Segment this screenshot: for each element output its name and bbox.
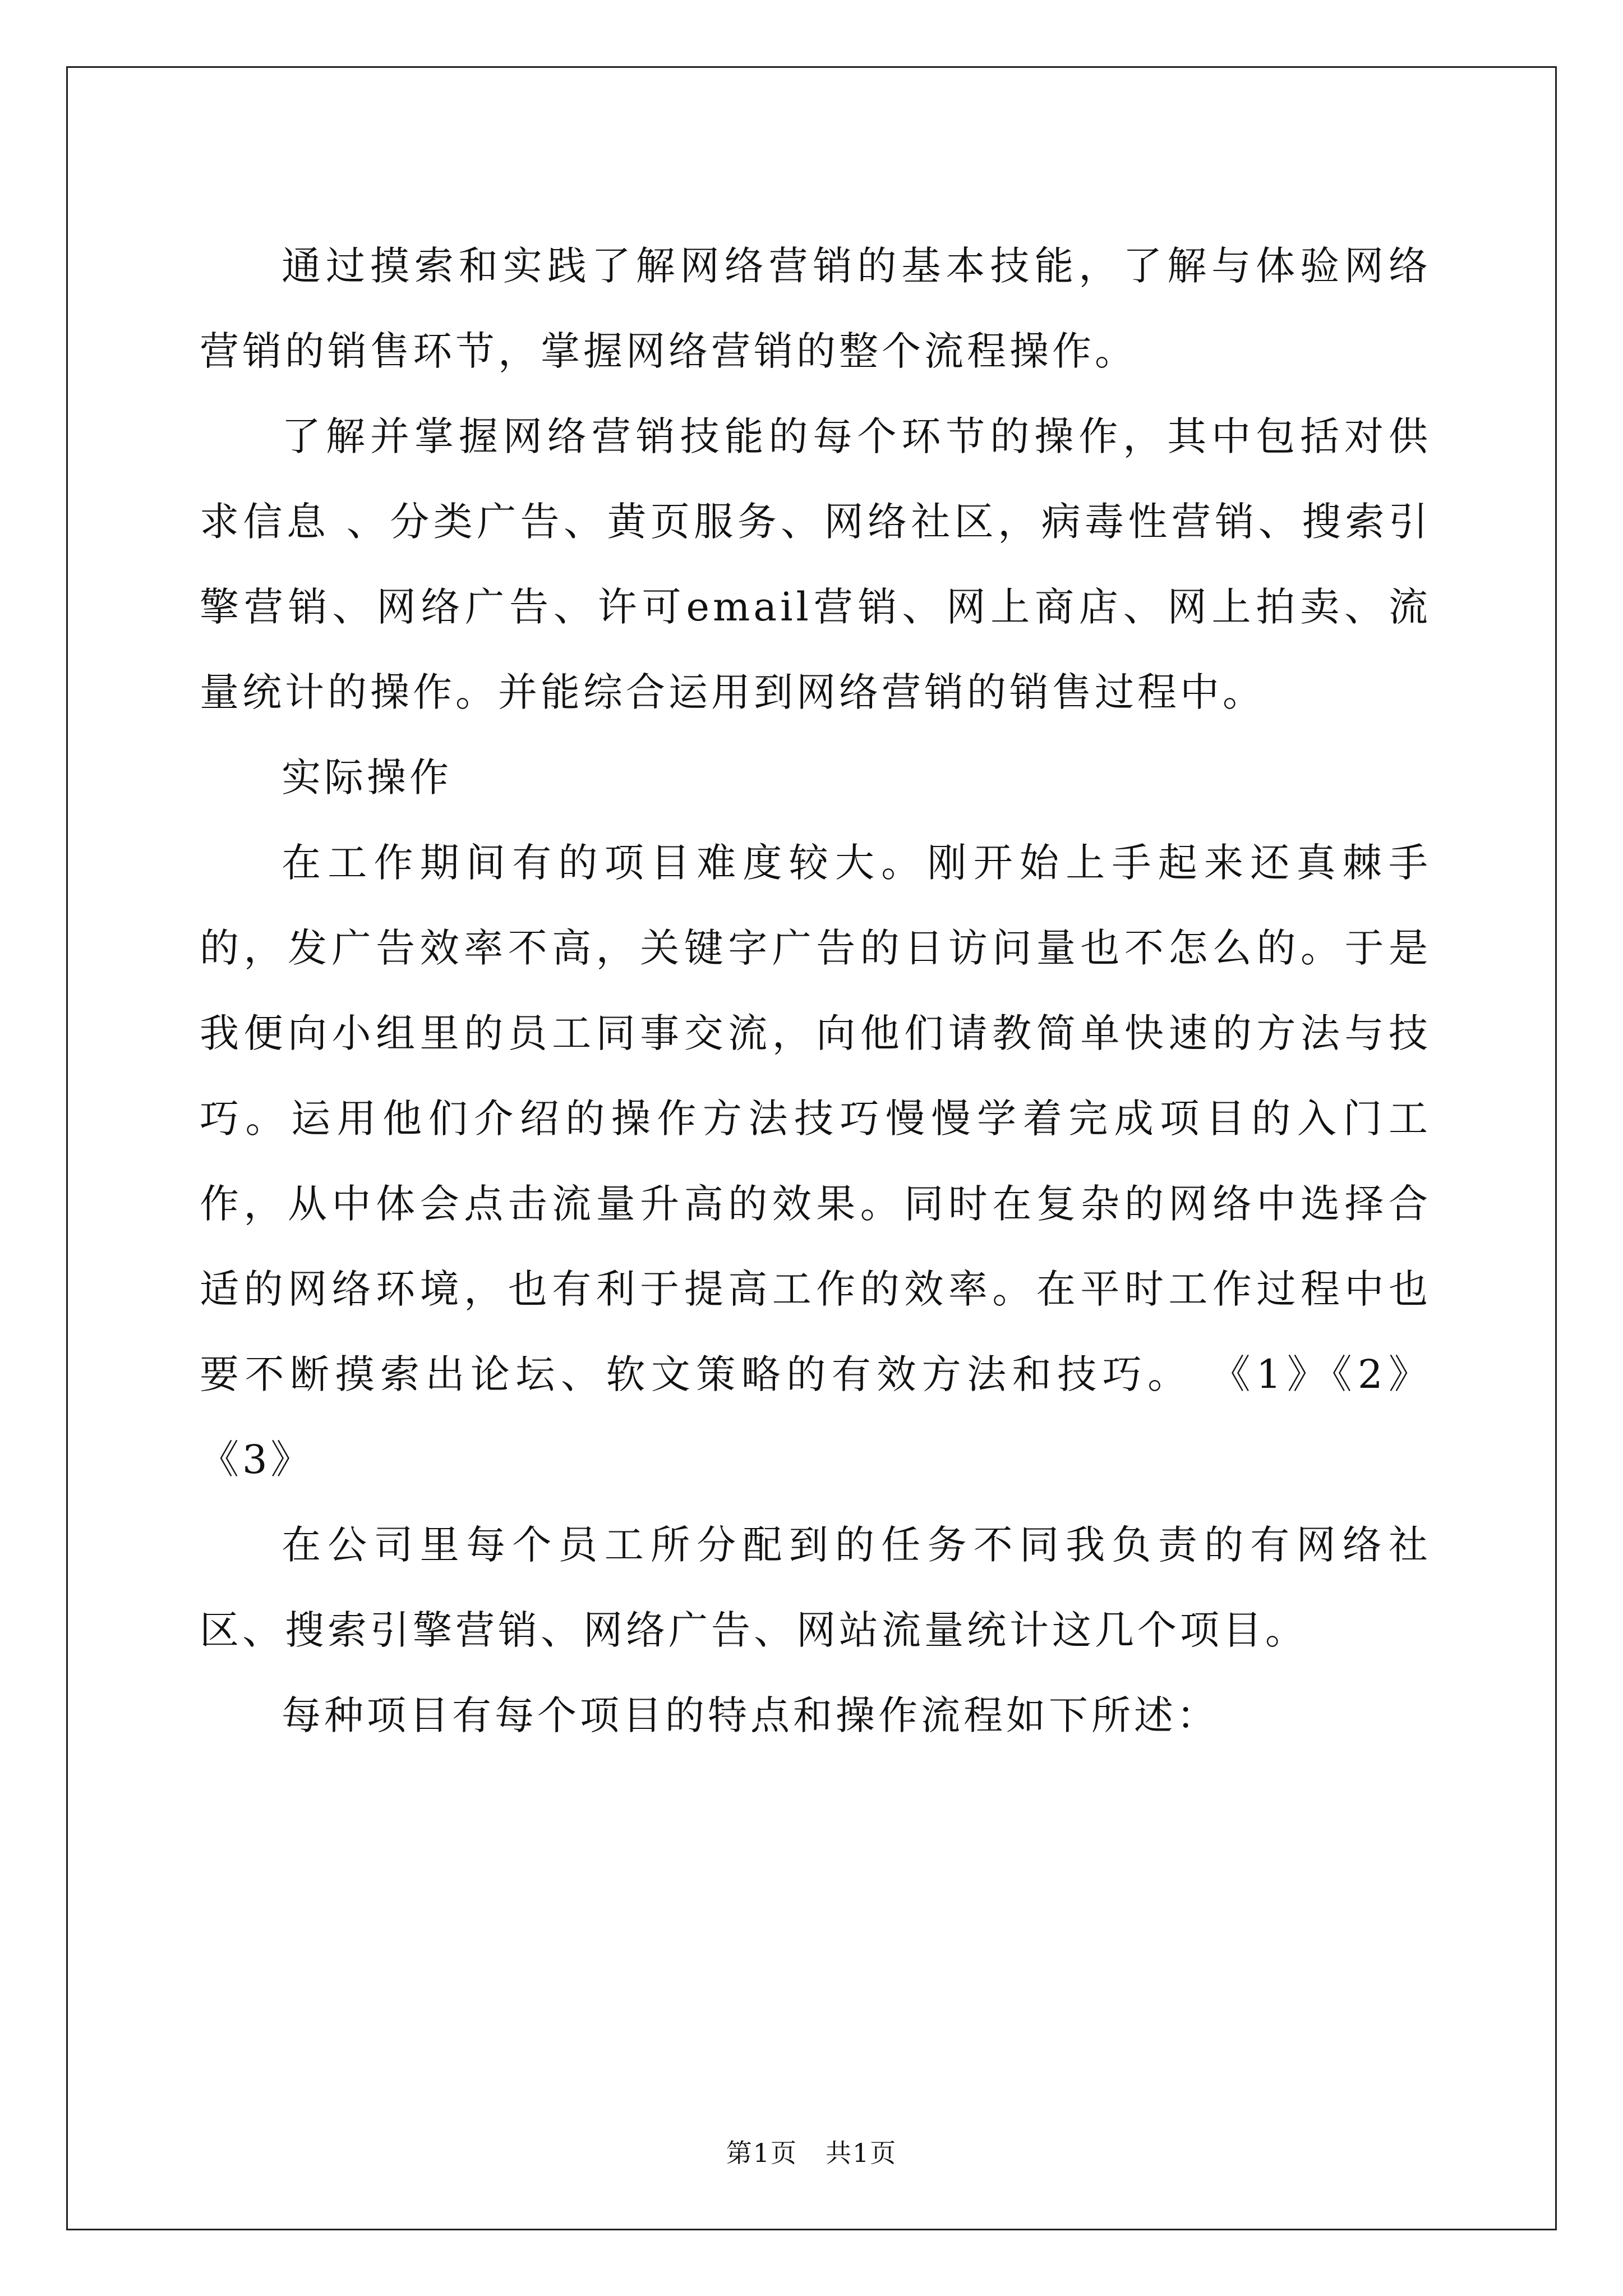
paragraph-3: 在工作期间有的项目难度较大。刚开始上手起来还真棘手的，发广告效率不高，关键字广告的日访问量也不怎么的。于是我便向小组里的员工同事交流，向他们请教简单快速的方法与技巧。运用他们介绍的操作方法技巧慢慢学着完成项目的入门工作，从中体会点击流量升高的效果。同时在复杂的网络中选择合适的网络环境，也有利于提高工作的效率。在平时工作过程中也要不断摸索出论坛、软文策略的有效方法和技巧。 《1》《2》《3》 [200,840,1431,1483]
document-body [200,223,1431,1758]
section-heading: 实际操作 [282,754,452,800]
page-total: 共1页 [826,2138,897,2168]
page-number: 第1页 [726,2138,797,2168]
paragraph-2: 了解并掌握网络营销技能的每个环节的操作，其中包括对供求信息 、分类广告、黄页服务、网络社区，病毒性营销、搜索引擎营销、网络广告、许可email营销、网上商店、网上拍卖、流量统计的操作。并能综合运用到网络营销的销售过程中。 [200,413,1431,715]
paragraph-5: 每种项目有每个项目的特点和操作流程如下所述： [282,1692,1219,1738]
paragraph-1: 通过摸索和实践了解网络营销的基本技能，了解与体验网络营销的销售环节，掌握网络营销的整个流程操作。 [200,243,1431,374]
paragraph-4: 在公司里每个员工所分配到的任务不同我负责的有网络社区、搜索引擎营销、网络广告、网站流量统计这几个项目。 [200,1522,1431,1653]
page-footer [0,2136,1623,2170]
